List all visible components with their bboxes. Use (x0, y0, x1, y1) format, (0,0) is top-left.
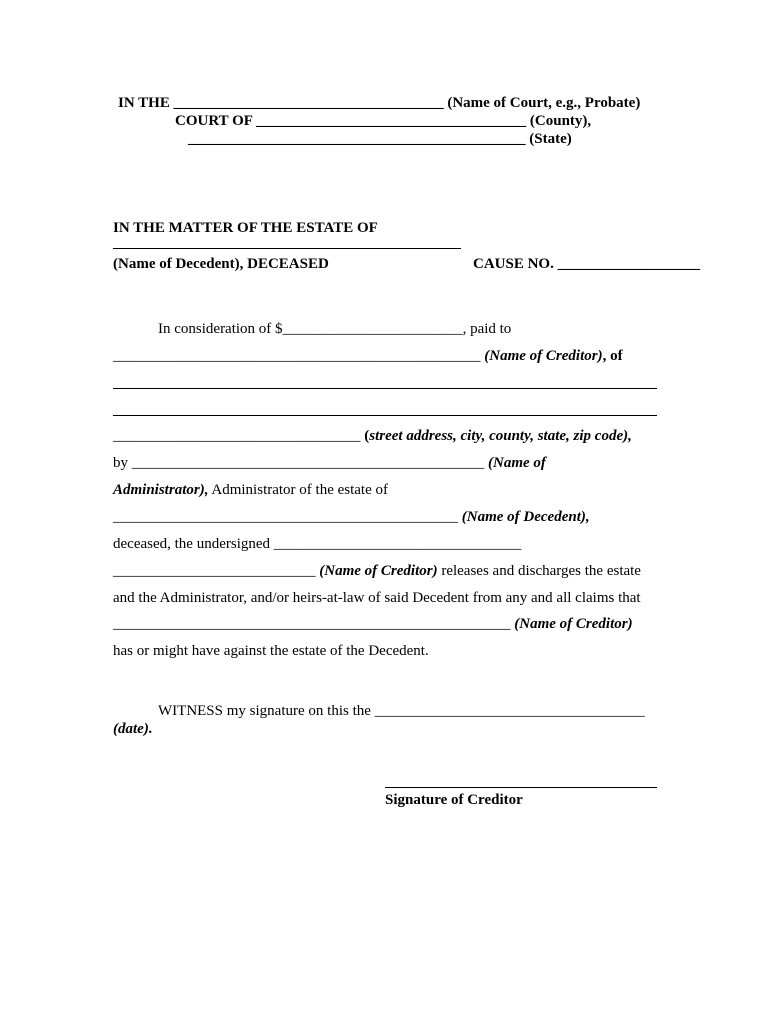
against-estate-line: has or might have against the estate of the Decedent. (113, 643, 429, 659)
court-header-line-3 (188, 130, 572, 148)
creditor-name-blank[interactable]: _________________________________________________ (113, 348, 481, 364)
creditor-claims-line (113, 615, 633, 633)
administrator-label: Administrator), (113, 482, 209, 498)
creditor-claims-blank[interactable]: _____________________________________________________ (113, 616, 511, 632)
undersigned-blank[interactable]: _________________________________ (273, 536, 522, 552)
decedent-label: (Name of Decedent), DECEASED (113, 256, 329, 272)
comma: , (628, 428, 632, 444)
address-line-3 (113, 427, 632, 445)
court-prefix: IN THE (118, 95, 170, 111)
by-text: by (113, 455, 128, 471)
creditor-name-label: (Name of Creditor) (484, 348, 603, 364)
address-line-1[interactable] (113, 388, 657, 389)
decedent-name-line[interactable] (113, 248, 461, 249)
date-blank[interactable]: ____________________________________ (374, 703, 645, 719)
signature-label: Signature of Creditor (385, 792, 523, 808)
court-name-label: (Name of Court, e.g., Probate) (447, 95, 641, 111)
witness-text: WITNESS my signature on this the (158, 703, 371, 719)
administrator-name-label: (Name of (488, 455, 546, 471)
creditor-line (113, 347, 623, 365)
creditor-release-blank[interactable]: ___________________________ (113, 563, 316, 579)
court-header-line-2 (175, 112, 591, 130)
amount-blank[interactable]: ________________________ (282, 321, 463, 337)
county-blank[interactable]: ____________________________________ (256, 113, 527, 129)
state-blank[interactable]: _____________________________________________ (188, 131, 526, 147)
creditor-release-label: (Name of Creditor) (319, 563, 438, 579)
cause-number (473, 255, 700, 273)
county-label: (County), (529, 113, 592, 129)
consideration-text: In consideration of $ (158, 321, 283, 337)
release-line (113, 562, 641, 580)
administrator-line-2 (113, 481, 388, 499)
undersigned-text: deceased, the undersigned (113, 536, 271, 552)
court-name-blank[interactable]: ____________________________________ (173, 95, 444, 111)
consideration-line (158, 320, 511, 338)
cause-number-blank[interactable]: ___________________ (557, 256, 701, 272)
administrator-text: Administrator of the estate of (211, 482, 389, 498)
court-header-line-1 (118, 94, 640, 112)
undersigned-line (113, 535, 521, 553)
of-text: , of (602, 348, 623, 364)
address-label: street address, city, county, state, zip code) (369, 428, 629, 444)
witness-line (158, 702, 645, 720)
administrator-name-blank[interactable]: _______________________________________________ (131, 455, 485, 471)
decedent-name-label: (Name of Decedent), (461, 509, 590, 525)
signature-line[interactable] (385, 787, 657, 788)
address-blank[interactable]: _________________________________ (113, 428, 361, 444)
decedent-name-blank[interactable]: ______________________________________________ (113, 509, 458, 525)
cause-label: CAUSE NO. (473, 256, 554, 272)
state-label: (State) (529, 131, 572, 147)
estate-matter-heading: IN THE MATTER OF THE ESTATE OF (113, 220, 378, 236)
open-paren: ( (364, 428, 370, 444)
claims-line: and the Administrator, and/or heirs-at-law of said Decedent from any and all claims that (113, 590, 641, 606)
address-line-2[interactable] (113, 415, 657, 416)
paid-to-text: , paid to (462, 321, 512, 337)
administrator-line (113, 454, 546, 472)
date-label: (date). (113, 721, 153, 737)
release-text: releases and discharges the estate (441, 563, 641, 579)
decedent-line (113, 508, 590, 526)
county-prefix: COURT OF (175, 113, 253, 129)
creditor-claims-label: (Name of Creditor) (514, 616, 633, 632)
